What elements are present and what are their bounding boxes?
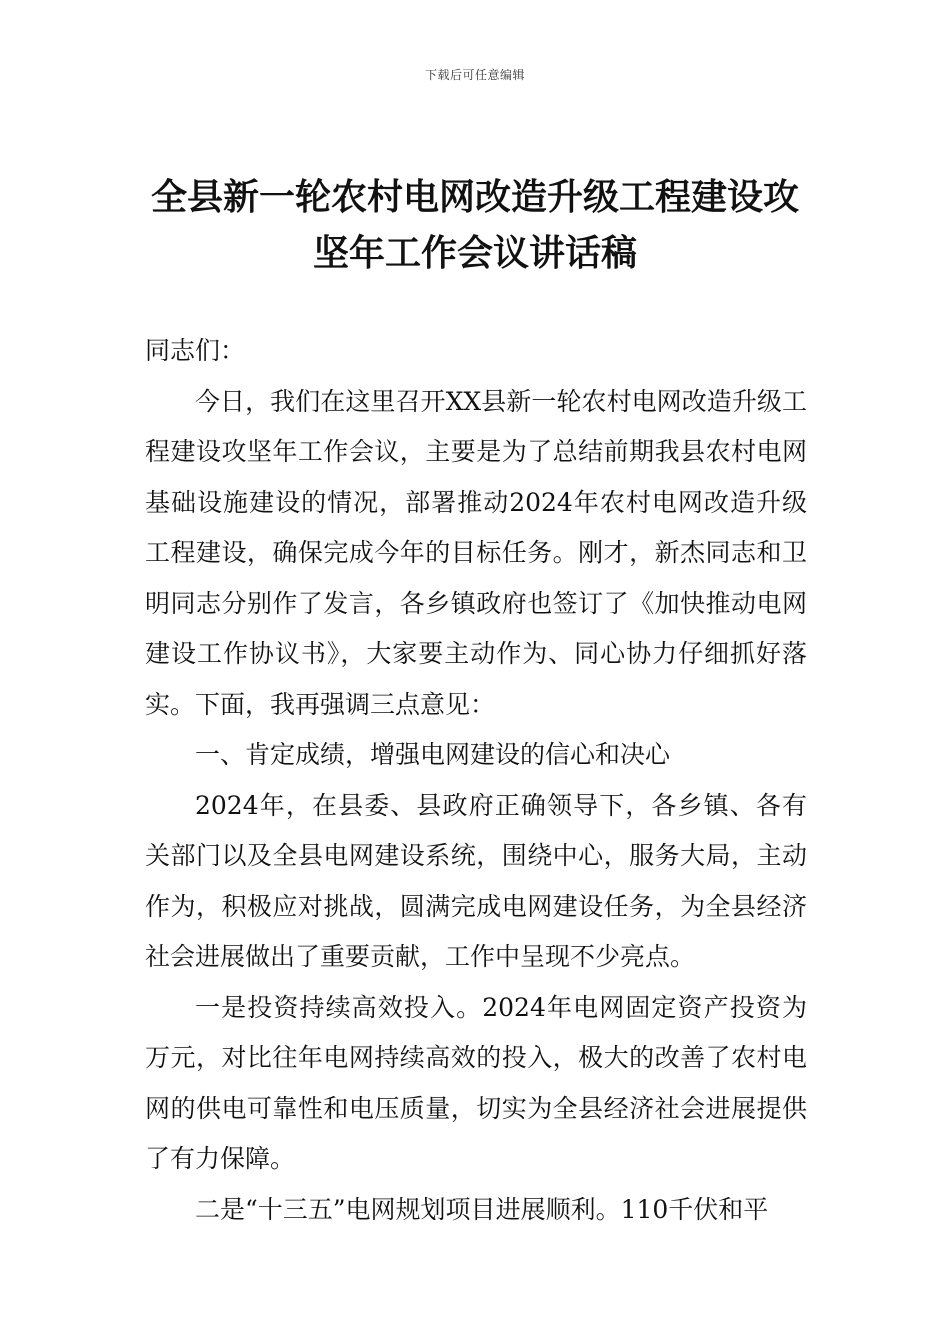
paragraph-point-2: 二是“十三五”电网规划项目进展顺利。110千伏和平 bbox=[195, 1194, 769, 1224]
salutation: 同志们： bbox=[145, 336, 246, 365]
document-title: 全县新一轮农村电网改造升级工程建设攻坚年工作会议讲话稿 bbox=[150, 177, 799, 274]
paragraph-point-1: 一是投资持续高效投入。2024年电网固定资产投资为万元，对比往年电网持续高效的投入，极大的改善了农村电网的供电可靠性和电压质量，切实为全县经济社会进展提供了有力保障。 bbox=[145, 992, 807, 1173]
header-note: 下载后可任意编辑 bbox=[424, 68, 525, 82]
paragraph-intro: 今日，我们在这里召开XX县新一轮农村电网改造升级工程建设攻坚年工作会议，主要是为了总结前期我县农村电网基础设施建设的情况，部署推动2024年农村电网改造升级工程建设，确保完成今年的目标任务。刚才，新杰同志和卫明同志分别作了发言，各乡镇政府也签订了《加快推动电网建设工作协议书》，大家要主动作为、同心协力仔细抓好落实。下面，我再强调三点意见： bbox=[145, 386, 807, 719]
paragraph-achievements: 2024年，在县委、县政府正确领导下，各乡镇、各有关部门以及全县电网建设系统，围绕中心，服务大局，主动作为，积极应对挑战，圆满完成电网建设任务，为全县经济社会进展做出了重要贡献，工作中呈现不少亮点。 bbox=[145, 790, 807, 971]
section-heading-1: 一、肯定成绩，增强电网建设的信心和决心 bbox=[195, 740, 671, 769]
document-body bbox=[145, 326, 807, 1235]
